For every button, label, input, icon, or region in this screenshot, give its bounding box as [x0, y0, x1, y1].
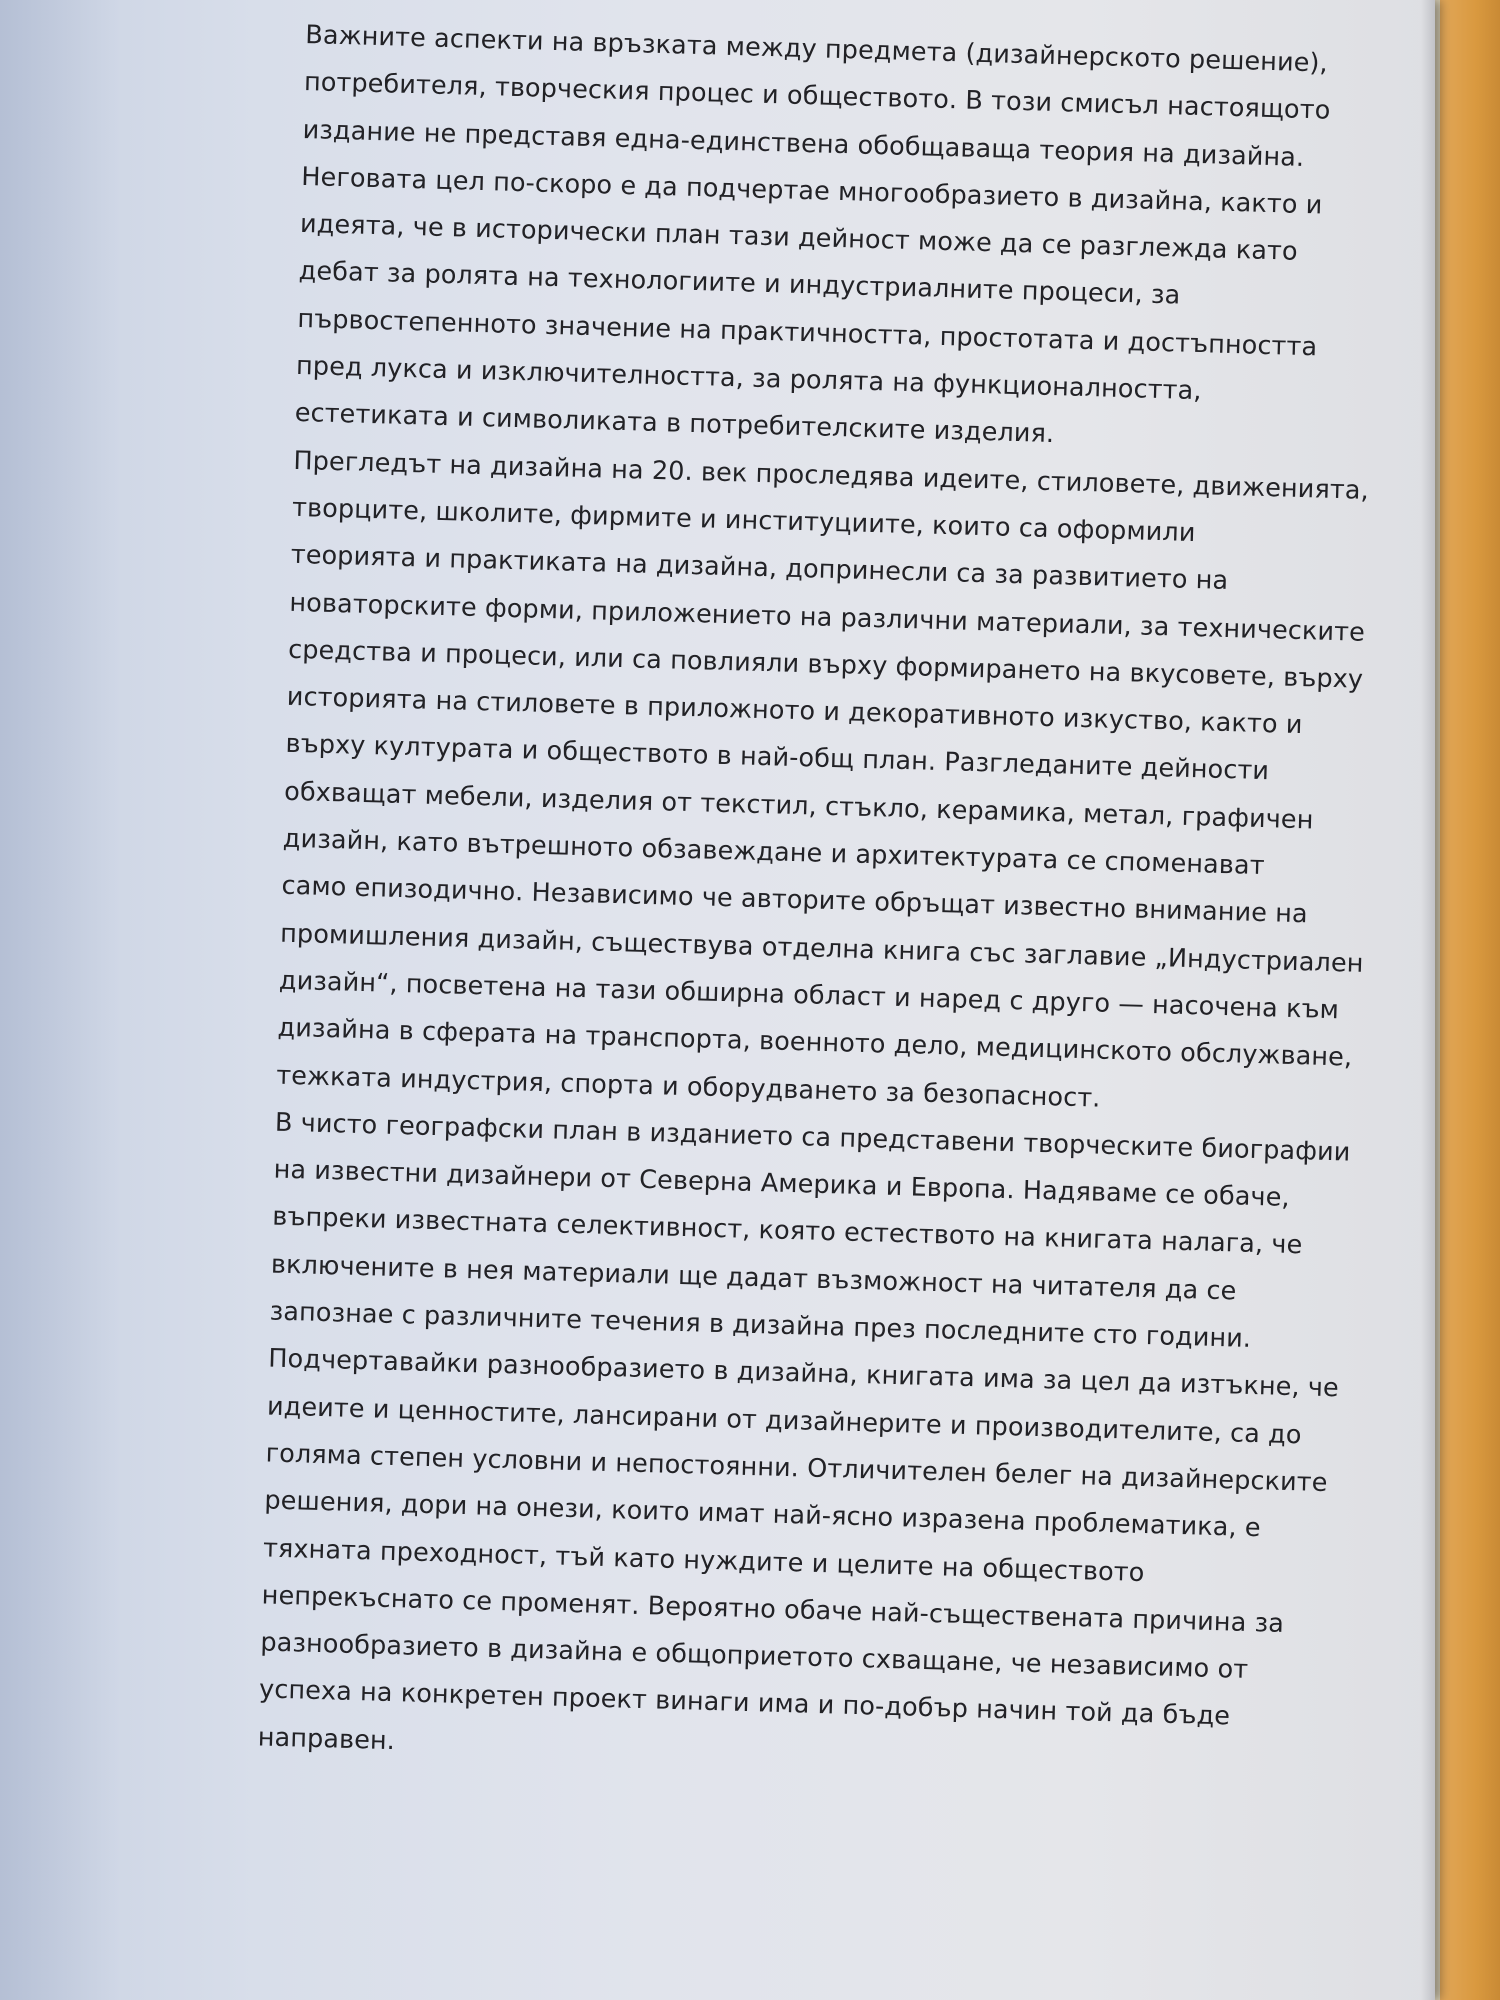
text-line: само епизодично. Независимо че авторите обръщат известно внимание на [281, 871, 1309, 930]
text-line: голяма степен условни и непостоянни. Отличителен белег на дизайнерските [265, 1438, 1328, 1498]
text-line: Неговата цел по-скоро е да подчертае многообразието в дизайна, както и [300, 161, 1323, 221]
text-line: дизайн“, посветена на тази обширна област и наред с друго — насочена към [278, 965, 1340, 1026]
orange-background [1440, 0, 1500, 2000]
body-text [257, 12, 1417, 1792]
text-line: идеята, че в исторически план тази дейност може да се разглежда като [299, 209, 1299, 267]
text-line: дизайн, като вътрешното обзавеждане и архитектурата се споменават [282, 823, 1266, 882]
text-line: издание не представя една-единствена обобщаваща теория на дизайна. [302, 114, 1305, 173]
text-line: включените в нея материали ще дадат възможност на читателя да се [270, 1249, 1237, 1307]
text-line: направен. [257, 1722, 396, 1756]
paragraph-2 [276, 438, 1406, 1131]
text-line: обхващат мебели, изделия от текстил, стъкло, керамика, метал, графичен [283, 776, 1314, 836]
paragraph-3 [257, 1099, 1387, 1792]
text-line: запознае с различните течения в дизайна през последните сто години. [269, 1296, 1252, 1354]
text-line: първостепенното значение на практичността, простотата и достъпността [297, 303, 1318, 363]
text-line: Важните аспекти на връзката между предмета (дизайнерското решение), [304, 19, 1329, 79]
text-line: успеха на конкретен проект винаги има и по-добър начин той да бъде [258, 1674, 1231, 1732]
text-line: тежката индустрия, спорта и оборудването за безопасност. [275, 1060, 1101, 1114]
text-line: новаторските форми, приложението на различни материали, за техническите [289, 587, 1366, 648]
text-line: естетиката и символиката в потребителските изделия. [294, 398, 1055, 450]
text-line: дебат за ролята на технологиите и индустриалните процеси, за [298, 256, 1181, 312]
text-line: потребителя, творческия процес и обществото. В този смисъл настоящото [303, 67, 1331, 126]
page-edge [1421, 0, 1435, 2000]
paragraph-1 [294, 12, 1417, 469]
text-line: творците, школите, фирмите и институциите, които са оформили [291, 492, 1196, 549]
text-line: историята на стиловете в приложното и декоративното изкуство, както и [286, 681, 1303, 741]
text-line: Прегледът на дизайна на 20. век проследява идеите, стиловете, движенията, [293, 445, 1370, 506]
text-line: на известни дизайнери от Северна Америка и Европа. Надяваме се обаче, [273, 1154, 1291, 1214]
text-line: Подчертавайки разнообразието в дизайна, книгата има за цел да изтъкне, че [267, 1343, 1340, 1404]
text-line: идеите и ценностите, лансирани от дизайнерите и производителите, са до [266, 1391, 1302, 1450]
text-line: разнообразието в дизайна е общоприетото схващане, че независимо от [260, 1627, 1249, 1686]
text-line: върху културата и обществото в най-общ план. Разгледаните дейности [285, 729, 1270, 787]
text-line: дизайна в сферата на транспорта, военното дело, медицинското обслужване, [277, 1012, 1353, 1073]
text-line: тяхната преходност, тъй като нуждите и целите на обществото [262, 1532, 1145, 1588]
text-line: теорията и практиката на дизайна, допринесли са за развитието на [290, 540, 1229, 597]
text-line: промишления дизайн, съществува отделна книга със заглавие „Индустриален [279, 918, 1364, 979]
text-line: В чисто географски план в изданието са представени творческите биографии [274, 1107, 1351, 1168]
text-line: средства и процеси, или са повлияли върху формирането на вкусовете, върху [287, 634, 1364, 695]
text-line: решения, дори на онези, които имат най-ясно изразена проблематика, е [264, 1485, 1262, 1544]
text-line: въпреки известната селективност, която естеството на книгата налага, че [271, 1201, 1303, 1261]
text-line: пред лукса и изключителността, за ролята на функционалността, [295, 350, 1202, 407]
text-line: непрекъснато се променят. Вероятно обаче най-съществената причина за [261, 1580, 1285, 1639]
spine-shadow [0, 0, 120, 2000]
